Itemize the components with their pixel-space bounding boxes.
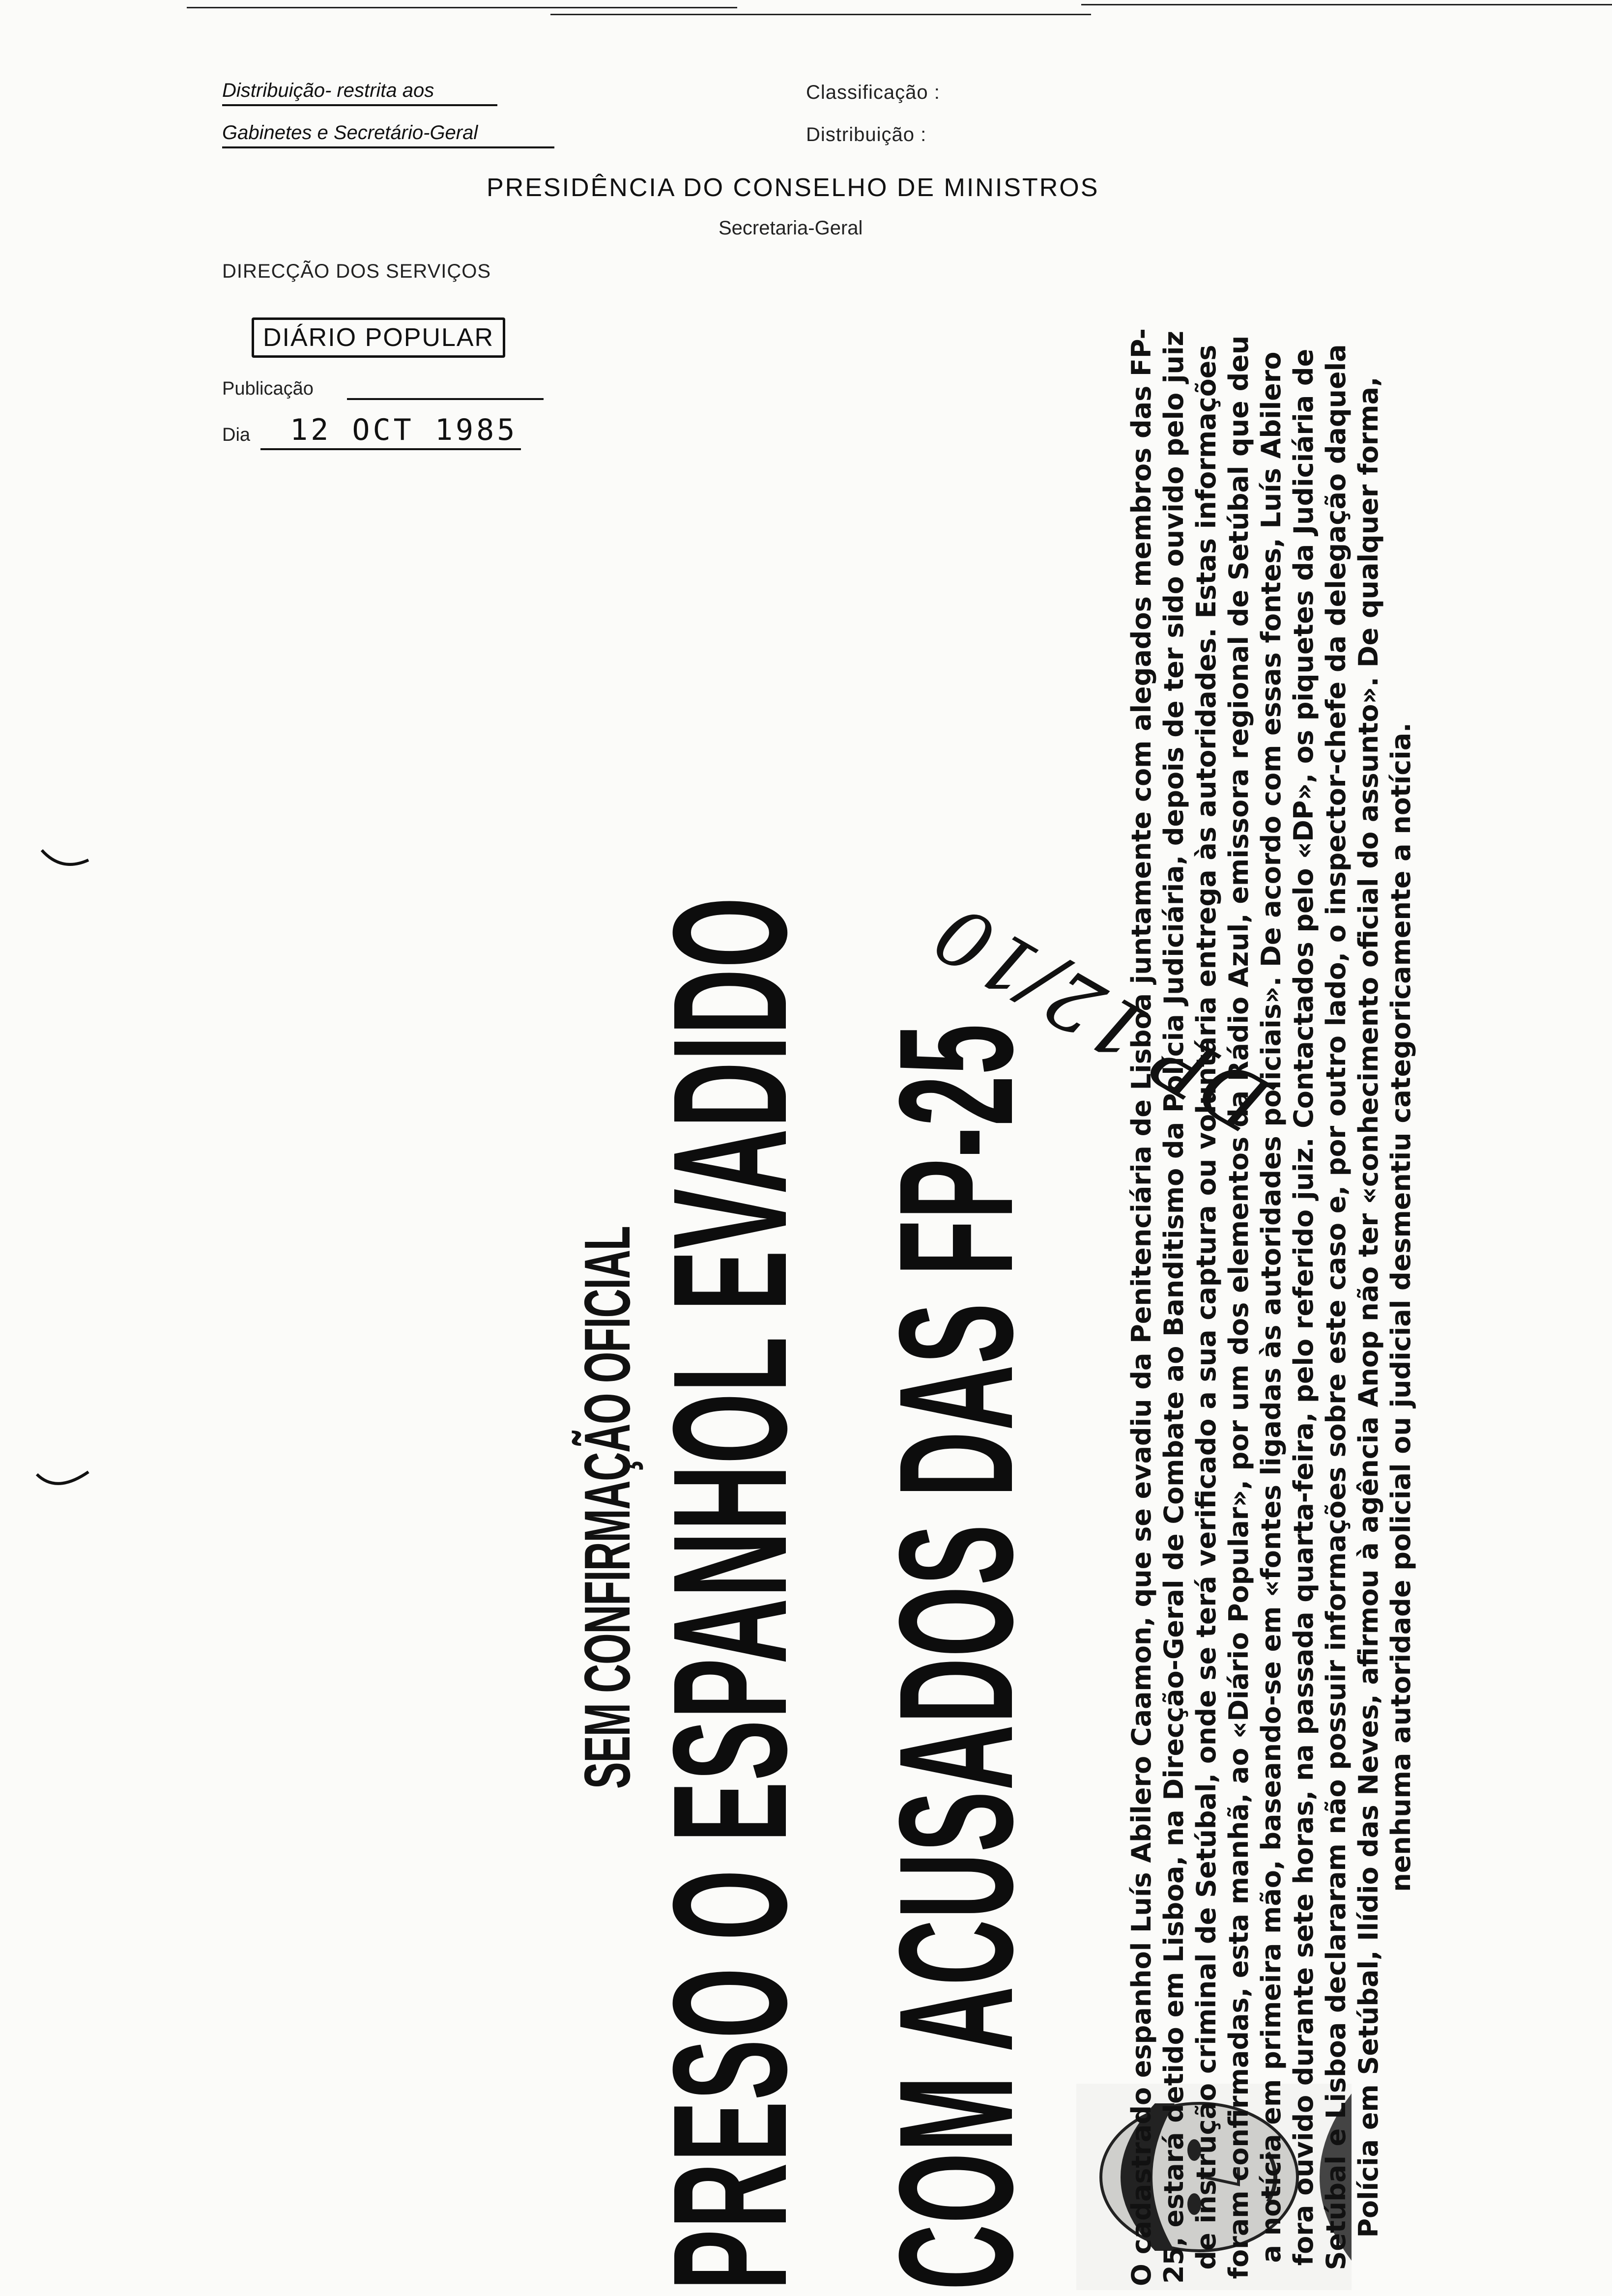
newspaper-clipping	[560, 275, 1602, 2290]
scan-artifact-line	[187, 7, 737, 8]
distribution-restriction-line1: Distribuição- restrita aos	[222, 80, 434, 101]
clipping-date: 12 OCT 1985	[290, 413, 518, 447]
article-headline-line1: PRESO O ESPANHOL EVADIDO	[639, 896, 820, 2290]
article-kicker: SEM CONFIRMAÇÃO OFICIAL	[571, 1226, 643, 1789]
handwritten-annotation: DP 12/10	[920, 887, 1285, 1150]
scan-artifact-line	[550, 14, 1091, 15]
scan-artifact-line	[1081, 4, 1612, 5]
classificacao-label: Classificação :	[806, 82, 940, 103]
underline	[222, 146, 554, 148]
punch-mark	[34, 1464, 93, 1499]
underline	[222, 104, 497, 106]
distribution-restriction-line2: Gabinetes e Secretário-Geral	[222, 122, 478, 144]
article-body: O cadastrado espanhol Luís Abilero Caamon, que se evadiu da Penitenciária de Lisboa juntamente com alegados membros das FP-25, estará detido em Lisboa, na Direcção-Geral de Combate ao Banditismo da Polícia Judiciária, depois de ter sido ouvido pelo juiz de instrução criminal de Setúbal, onde se terá verificado a sua captura ou voluntária entrega às autoridades. Estas informações foram confirmadas, esta manhã, ao «Diário Popular», por um dos elementos da Rádio Azul, emissora regional de Setúbal que deu a notícia em primeira mão, baseando-se em «fontes ligadas às autoridades policiais». De acordo com essas fontes, Luís Abilero fora ouvido durante sete horas, na passada quarta-feira, pelo referido juiz. Contactados pelo «DP», os piquetes da Judiciária de Setúbal e Lisboa declararam não possuir informações sobre este caso e, por outro lado, o inspector-chefe da delegação daquela Polícia em Setúbal, Ilídio das Neves, afirmou à agência Anop não ter «conhecimento oficial do assunto». De qualquer forma, nenhuma autoridade policial ou judicial desmentiu categoricamente a notícia.	[1126, 328, 1416, 2286]
punch-mark	[39, 845, 93, 875]
directorate-label: DIRECÇÃO DOS SERVIÇOS	[222, 260, 491, 282]
publication-label: Publicação	[222, 378, 314, 399]
publication-line	[347, 398, 544, 400]
organization-title: PRESIDÊNCIA DO CONSELHO DE MINISTROS	[487, 173, 1099, 202]
distribuicao-label: Distribuição :	[806, 124, 927, 145]
article-headline-line2: COM ACUSADOS DAS FP-25	[865, 1023, 1046, 2290]
day-label: Dia	[222, 425, 251, 445]
date-line	[260, 448, 521, 450]
publication-stamp: DIÁRIO POPULAR	[252, 317, 505, 358]
department-subtitle: Secretaria-Geral	[719, 217, 863, 239]
